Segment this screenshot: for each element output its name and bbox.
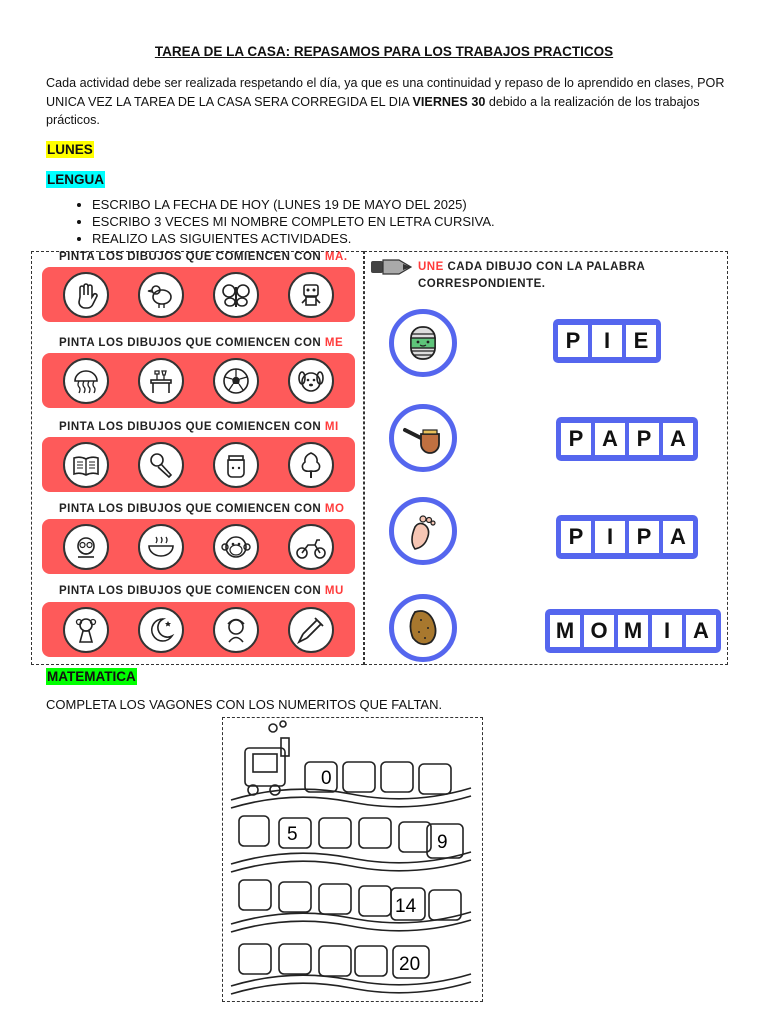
paint-row-title: PINTA LOS DIBUJOS QUE COMIENCEN CON MU bbox=[59, 585, 344, 597]
day-heading: LUNES bbox=[47, 142, 93, 157]
hand-icon[interactable] bbox=[63, 272, 109, 318]
letter-box: I bbox=[592, 325, 622, 357]
letter-box: A bbox=[595, 423, 625, 455]
paint-row-title: PINTA LOS DIBUJOS QUE COMIENCEN CON ME bbox=[59, 337, 344, 349]
word-card-momia[interactable] bbox=[545, 609, 721, 653]
crutch-icon[interactable] bbox=[288, 607, 334, 653]
match-keyword: UNE bbox=[418, 261, 444, 273]
intro-paragraph bbox=[46, 74, 726, 130]
bird-icon[interactable] bbox=[138, 272, 184, 318]
task-item: • ESCRIBO LA FECHA DE HOY (LUNES 19 DE MAYO DEL 2025) bbox=[92, 196, 495, 213]
subject-heading-lengua: LENGUA bbox=[47, 172, 104, 187]
train-number: 5 bbox=[287, 824, 298, 845]
pipe-icon[interactable] bbox=[389, 404, 457, 472]
letter-box: O bbox=[584, 615, 614, 647]
letter-box: I bbox=[652, 615, 682, 647]
train-number: 0 bbox=[321, 768, 332, 789]
task-item: • REALIZO LAS SIGUIENTES ACTIVIDADES. bbox=[92, 230, 495, 247]
honey-jar-icon[interactable] bbox=[213, 442, 259, 488]
dog-icon[interactable] bbox=[288, 358, 334, 404]
task-item: • ESCRIBO 3 VECES MI NOMBRE COMPLETO EN LETRA CURSIVA. bbox=[92, 213, 495, 230]
math-instruction: COMPLETA LOS VAGONES CON LOS NUMERITOS QUE FALTAN. bbox=[46, 697, 443, 712]
table-icon[interactable] bbox=[138, 358, 184, 404]
grandpa-icon[interactable] bbox=[63, 524, 109, 570]
letter-box: P bbox=[629, 521, 659, 553]
woman-icon[interactable] bbox=[213, 607, 259, 653]
butterfly-icon[interactable] bbox=[213, 272, 259, 318]
syllable: MU bbox=[324, 585, 344, 597]
letter-box: M bbox=[550, 615, 580, 647]
robot-icon[interactable] bbox=[288, 272, 334, 318]
letter-box: I bbox=[595, 521, 625, 553]
potato-icon[interactable] bbox=[389, 594, 457, 662]
book-icon[interactable] bbox=[63, 442, 109, 488]
word-card-papa[interactable] bbox=[556, 417, 698, 461]
letter-box: P bbox=[561, 423, 591, 455]
doll-icon[interactable] bbox=[63, 607, 109, 653]
letter-box: P bbox=[629, 423, 659, 455]
monkey-icon[interactable] bbox=[213, 524, 259, 570]
intro-text-end: debido a la realización de los trabajos prácticos. bbox=[46, 94, 700, 127]
moon-icon[interactable] bbox=[138, 607, 184, 653]
paint-row-title: PINTA LOS DIBUJOS QUE COMIENCEN CON MI bbox=[59, 421, 339, 433]
bowl-icon[interactable] bbox=[138, 524, 184, 570]
word-card-pipa[interactable] bbox=[556, 515, 698, 559]
foot-icon[interactable] bbox=[389, 497, 457, 565]
ball-icon[interactable] bbox=[213, 358, 259, 404]
letter-box: P bbox=[561, 521, 591, 553]
syllable: ME bbox=[324, 337, 344, 349]
mummy-icon[interactable] bbox=[389, 309, 457, 377]
microphone-icon[interactable] bbox=[138, 442, 184, 488]
train-wagons-drawing bbox=[223, 718, 482, 1001]
train-number: 14 bbox=[395, 896, 417, 917]
intro-bold-date: VIERNES 30 bbox=[412, 94, 486, 109]
syllable: MA bbox=[324, 251, 344, 263]
match-instructions: UNE CADA DIBUJO CON LA PALABRA CORRESPONDIENTE. bbox=[418, 261, 646, 290]
letter-box: A bbox=[663, 423, 693, 455]
jellyfish-icon[interactable] bbox=[63, 358, 109, 404]
intro-text: Cada actividad debe ser realizada respetando el día, ya que es una continuidad y repaso de lo aprendido en clases, POR UNICA VEZ LA TAREA DE LA CASA SERA CORREGIDA EL DIA bbox=[46, 76, 725, 109]
paint-row-title: PINTA LOS DIBUJOS QUE COMIENCEN CON MA. bbox=[59, 251, 348, 263]
letter-box: A bbox=[686, 615, 716, 647]
pencil-arrow-icon bbox=[370, 256, 414, 278]
letter-box: A bbox=[663, 521, 693, 553]
letter-box: E bbox=[626, 325, 656, 357]
paint-row-title: PINTA LOS DIBUJOS QUE COMIENCEN CON MO bbox=[59, 503, 345, 515]
motorcycle-icon[interactable] bbox=[288, 524, 334, 570]
task-list bbox=[50, 196, 495, 247]
train-number: 20 bbox=[399, 954, 421, 975]
page-title: TAREA DE LA CASA: REPASAMOS PARA LOS TRABAJOS PRACTICOS bbox=[154, 44, 614, 59]
word-card-pie[interactable] bbox=[553, 319, 661, 363]
syllable: MI bbox=[324, 421, 339, 433]
syllable: MO bbox=[324, 503, 345, 515]
letter-box: M bbox=[618, 615, 648, 647]
train-number: 9 bbox=[437, 832, 448, 853]
subject-heading-matematica: MATEMATICA bbox=[47, 669, 136, 684]
letter-box: P bbox=[558, 325, 588, 357]
tree-icon[interactable] bbox=[288, 442, 334, 488]
